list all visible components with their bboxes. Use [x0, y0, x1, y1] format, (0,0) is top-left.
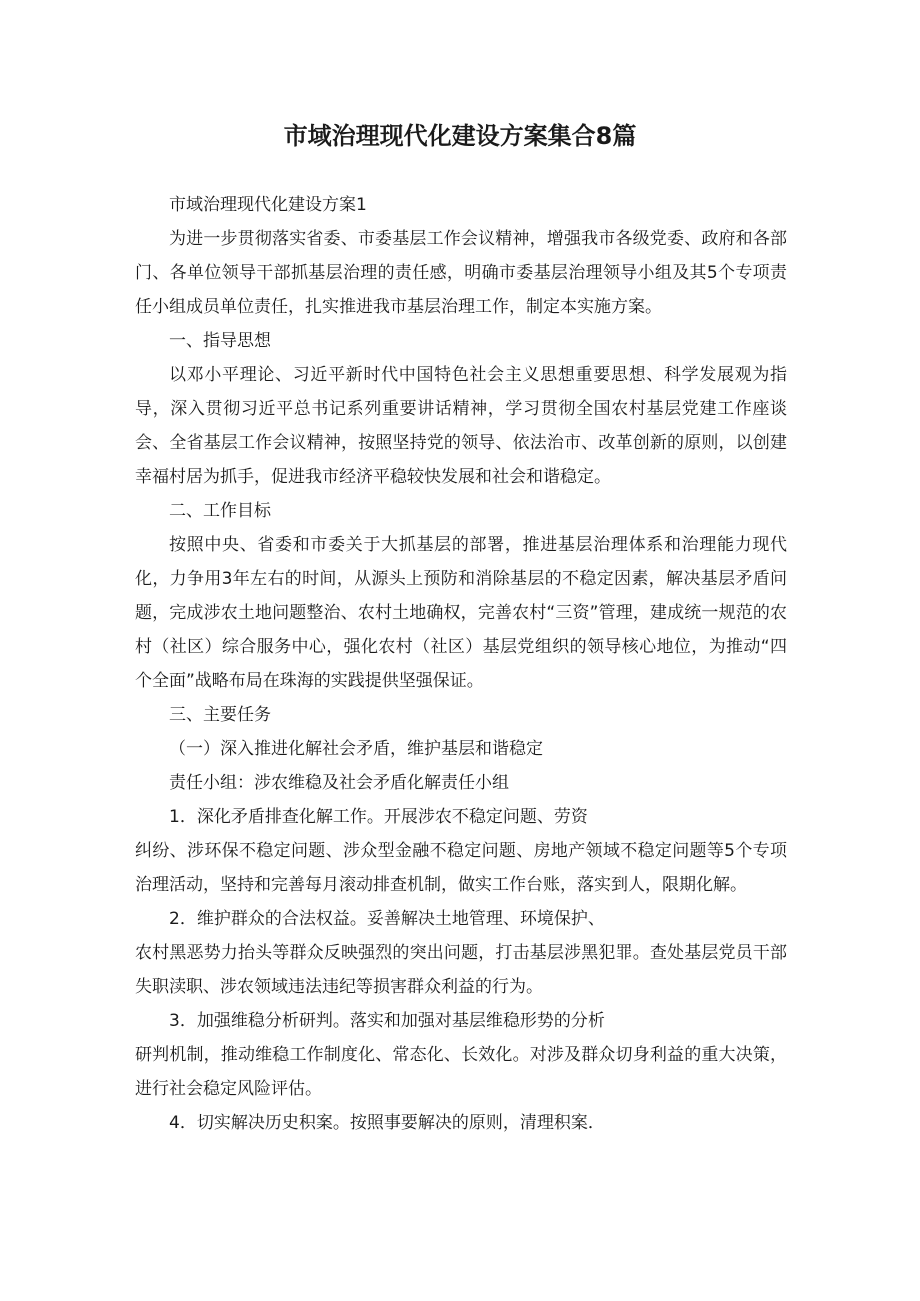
paragraph: 农村黑恶势力抬头等群众反映强烈的突出问题，打击基层涉黑犯罪。查处基层党员干部失职渎职、涉农领域违法违纪等损害群众利益的行为。 [135, 943, 787, 997]
section-heading: 三、主要任务 [169, 705, 271, 725]
responsible-group-line: 责任小组：涉农维稳及社会矛盾化解责任小组 [169, 773, 509, 793]
paragraph: 按照中央、省委和市委关于大抓基层的部署，推进基层治理体系和治理能力现代化，力争用3年左右的时间，从源头上预防和消除基层的不稳定因素，解决基层矛盾问题，完成涉农土地问题整治、农村土地确权，完善农村“三资”管理，建成统一规范的农村（社区）综合服务中心，强化农村（社区）基层党组织的领导核心地位，为推动“四个全面”战略布局在珠海的实践提供坚强保证。 [135, 535, 787, 691]
paragraph: 为进一步贯彻落实省委、市委基层工作会议精神，增强我市各级党委、政府和各部门、各单位领导干部抓基层治理的责任感，明确市委基层治理领导小组及其5个专项责任小组成员单位责任，扎实推进我市基层治理工作，制定本实施方案。 [135, 229, 787, 317]
section-heading: 二、工作目标 [169, 501, 271, 521]
section-subtitle: 市域治理现代化建设方案1 [169, 195, 367, 215]
subsection-heading: （一）深入推进化解社会矛盾，维护基层和谐稳定 [169, 739, 543, 759]
task-item-heading: 3．加强维稳分析研判。落实和加强对基层维稳形势的分析 [169, 1011, 605, 1031]
document-body [135, 188, 787, 1140]
document-title: 市域治理现代化建设方案集合8篇 [283, 122, 637, 150]
paragraph: 以邓小平理论、习近平新时代中国特色社会主义思想重要思想、科学发展观为指导，深入贯彻习近平总书记系列重要讲话精神，学习贯彻全国农村基层党建工作座谈会、全省基层工作会议精神，按照坚持党的领导、依法治市、改革创新的原则，以创建幸福村居为抓手，促进我市经济平稳较快发展和社会和谐稳定。 [135, 365, 787, 487]
section-heading: 一、指导思想 [169, 331, 271, 351]
paragraph: 研判机制，推动维稳工作制度化、常态化、长效化。对涉及群众切身利益的重大决策，进行社会稳定风险评估。 [135, 1045, 787, 1099]
task-item-heading: 4．切实解决历史积案。按照事要解决的原则，清理积案． [169, 1113, 605, 1133]
paragraph: 纠纷、涉环保不稳定问题、涉众型金融不稳定问题、房地产领域不稳定问题等5个专项治理活动，坚持和完善每月滚动排查机制，做实工作台账，落实到人，限期化解。 [135, 841, 787, 895]
task-item-heading: 2．维护群众的合法权益。妥善解决土地管理、环境保护、 [169, 909, 605, 929]
task-item-heading: 1．深化矛盾排查化解工作。开展涉农不稳定问题、劳资 [169, 807, 588, 827]
